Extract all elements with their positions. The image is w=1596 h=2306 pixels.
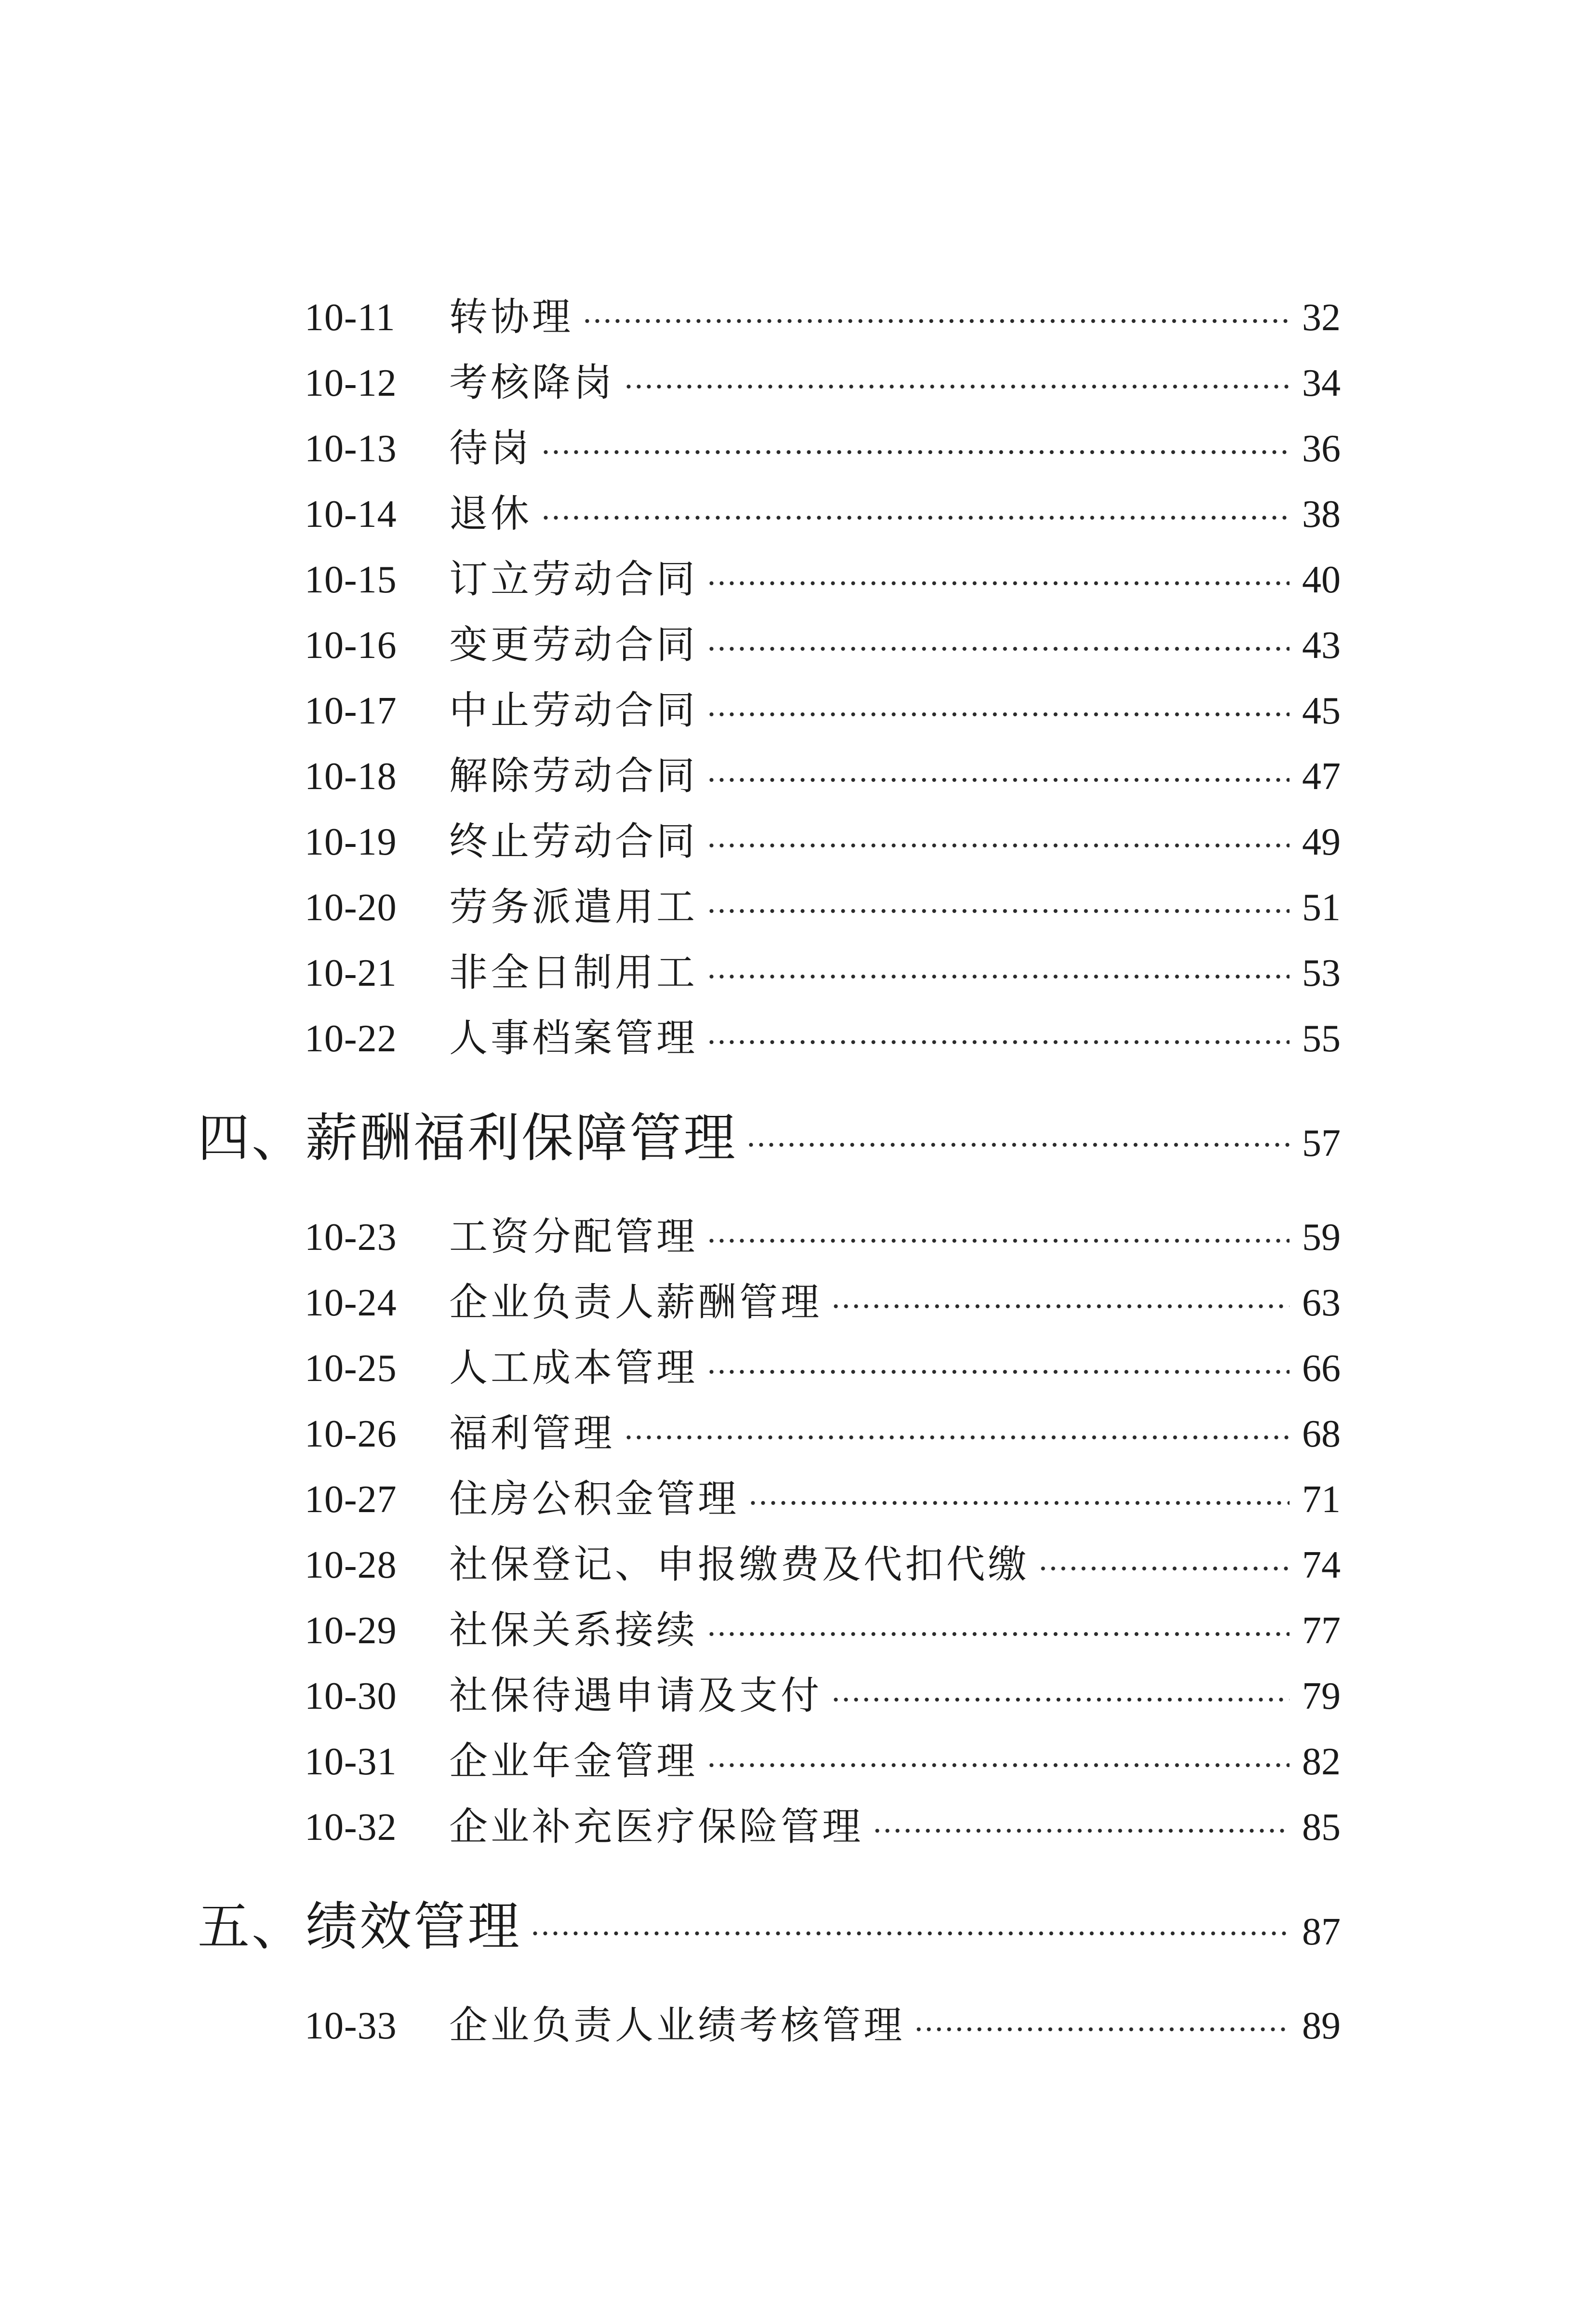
- entry-page-number: 89: [1302, 2005, 1341, 2047]
- dot-leader: [831, 1697, 1290, 1702]
- dot-leader: [706, 1763, 1290, 1768]
- toc-entry[interactable]: [305, 809, 1341, 874]
- toc-entry[interactable]: [305, 1270, 1341, 1335]
- toc-entry[interactable]: [305, 874, 1341, 940]
- entry-page-number: 34: [1302, 362, 1341, 404]
- entry-page-number: 45: [1302, 690, 1341, 732]
- entry-title: 住房公积金管理: [449, 1476, 739, 1521]
- entry-title: 社保待遇申请及支付: [449, 1673, 822, 1718]
- entry-number: 10-24: [305, 1282, 397, 1324]
- dot-leader: [530, 1931, 1290, 1936]
- entry-number: 10-20: [305, 886, 397, 929]
- entry-page-number: 68: [1302, 1413, 1341, 1455]
- entry-title: 劳务派遣用工: [449, 885, 698, 929]
- toc-entry[interactable]: [305, 1663, 1341, 1729]
- entry-number: 10-11: [305, 296, 396, 339]
- entry-title: 待岗: [449, 426, 532, 470]
- dot-leader: [706, 581, 1290, 586]
- entry-number: 10-25: [305, 1347, 397, 1390]
- entry-number: 10-31: [305, 1741, 397, 1783]
- dot-leader: [746, 1142, 1290, 1147]
- entry-title: 解除劳动合同: [449, 753, 698, 798]
- entry-title: 中止劳动合同: [449, 688, 698, 733]
- entry-page-number: 40: [1302, 559, 1341, 601]
- entry-title: 企业补充医疗保险管理: [449, 1804, 864, 1849]
- entry-number: 10-13: [305, 428, 397, 470]
- toc-section-heading[interactable]: [198, 1879, 1341, 1975]
- entry-page-number: 49: [1302, 821, 1341, 863]
- toc-entry[interactable]: [305, 284, 1341, 350]
- toc-entry[interactable]: [305, 940, 1341, 1006]
- toc-entry[interactable]: [305, 1729, 1341, 1794]
- entry-title: 非全日制用工: [449, 950, 698, 995]
- entry-page-number: 55: [1302, 1018, 1341, 1060]
- entry-page-number: 38: [1302, 493, 1341, 536]
- toc-section-heading[interactable]: [198, 1090, 1341, 1187]
- entry-page-number: 74: [1302, 1544, 1341, 1586]
- dot-leader: [872, 1828, 1290, 1833]
- entry-page-number: 32: [1302, 296, 1341, 339]
- entry-title: 变更劳动合同: [449, 622, 698, 667]
- entry-number: 10-14: [305, 493, 397, 536]
- entry-title: 企业负责人业绩考核管理: [449, 2003, 905, 2048]
- entry-page-number: 43: [1302, 624, 1341, 667]
- entry-page-number: 36: [1302, 428, 1341, 470]
- toc-entry[interactable]: [305, 1006, 1341, 1071]
- section-page-number: 87: [1302, 1911, 1341, 1953]
- dot-leader: [706, 1238, 1290, 1243]
- toc-entry[interactable]: [305, 1335, 1341, 1401]
- entry-title: 人事档案管理: [449, 1016, 698, 1060]
- entry-title: 退休: [449, 491, 532, 536]
- entry-page-number: 53: [1302, 952, 1341, 994]
- toc-entry[interactable]: [305, 1401, 1341, 1466]
- entry-title: 企业负责人薪酬管理: [449, 1280, 822, 1325]
- toc-entry[interactable]: [305, 678, 1341, 743]
- entry-number: 10-26: [305, 1413, 397, 1455]
- entry-number: 10-19: [305, 821, 397, 863]
- entry-page-number: 85: [1302, 1806, 1341, 1849]
- toc-entry[interactable]: [305, 1466, 1341, 1532]
- toc-entry[interactable]: [305, 1993, 1341, 2058]
- dot-leader: [831, 1304, 1290, 1309]
- toc-entry[interactable]: [305, 1532, 1341, 1597]
- entry-page-number: 77: [1302, 1609, 1341, 1652]
- entry-number: 10-30: [305, 1675, 397, 1717]
- entry-number: 10-17: [305, 690, 397, 732]
- entry-number: 10-16: [305, 624, 397, 667]
- dot-leader: [1038, 1566, 1290, 1571]
- dot-leader: [706, 909, 1290, 913]
- dot-leader: [706, 712, 1290, 717]
- dot-leader: [624, 1435, 1290, 1440]
- toc-entry[interactable]: [305, 350, 1341, 416]
- entry-page-number: 66: [1302, 1347, 1341, 1390]
- dot-leader: [914, 2027, 1290, 2032]
- dot-leader: [582, 319, 1290, 323]
- entry-title: 考核降岗: [449, 360, 615, 405]
- entry-number: 10-29: [305, 1609, 397, 1652]
- toc-entry[interactable]: [305, 1794, 1341, 1860]
- dot-leader: [624, 384, 1290, 389]
- toc-entry[interactable]: [305, 612, 1341, 678]
- entry-number: 10-27: [305, 1478, 397, 1521]
- dot-leader: [541, 450, 1290, 455]
- section-title: 四、薪酬福利保障管理: [198, 1108, 738, 1168]
- entry-number: 10-33: [305, 2005, 397, 2047]
- entry-number: 10-28: [305, 1544, 397, 1586]
- entry-title: 社保关系接续: [449, 1608, 698, 1652]
- entry-page-number: 71: [1302, 1478, 1341, 1521]
- entry-number: 10-32: [305, 1806, 397, 1849]
- section-page-number: 57: [1302, 1122, 1341, 1165]
- entry-number: 10-23: [305, 1216, 397, 1259]
- dot-leader: [706, 843, 1290, 848]
- entry-title: 订立劳动合同: [449, 557, 698, 602]
- entry-title: 转协理: [449, 295, 573, 339]
- dot-leader: [748, 1501, 1290, 1505]
- entry-title: 终止劳动合同: [449, 819, 698, 864]
- entry-number: 10-12: [305, 362, 397, 404]
- entry-title: 工资分配管理: [449, 1214, 698, 1259]
- entry-number: 10-15: [305, 559, 397, 601]
- dot-leader: [706, 646, 1290, 651]
- toc-entry[interactable]: [305, 1204, 1341, 1270]
- dot-leader: [541, 515, 1290, 520]
- toc-entry[interactable]: [305, 1597, 1341, 1663]
- toc-entry[interactable]: [305, 416, 1341, 481]
- entry-number: 10-22: [305, 1018, 397, 1060]
- entry-page-number: 47: [1302, 755, 1341, 798]
- entry-page-number: 51: [1302, 886, 1341, 929]
- toc-entry[interactable]: [305, 547, 1341, 612]
- toc-entry[interactable]: [305, 481, 1341, 547]
- dot-leader: [706, 1369, 1290, 1374]
- dot-leader: [706, 1040, 1290, 1045]
- dot-leader: [706, 974, 1290, 979]
- entry-page-number: 59: [1302, 1216, 1341, 1259]
- entry-title: 企业年金管理: [449, 1739, 698, 1783]
- entry-page-number: 79: [1302, 1675, 1341, 1717]
- section-title: 五、绩效管理: [198, 1897, 522, 1957]
- dot-leader: [706, 1632, 1290, 1636]
- dot-leader: [706, 778, 1290, 782]
- entry-title: 社保登记、申报缴费及代扣代缴: [449, 1542, 1029, 1587]
- toc-entry[interactable]: [305, 743, 1341, 809]
- entry-title: 人工成本管理: [449, 1345, 698, 1390]
- entry-page-number: 63: [1302, 1282, 1341, 1324]
- entry-page-number: 82: [1302, 1741, 1341, 1783]
- entry-number: 10-18: [305, 755, 397, 798]
- entry-number: 10-21: [305, 952, 397, 994]
- entry-title: 福利管理: [449, 1411, 615, 1456]
